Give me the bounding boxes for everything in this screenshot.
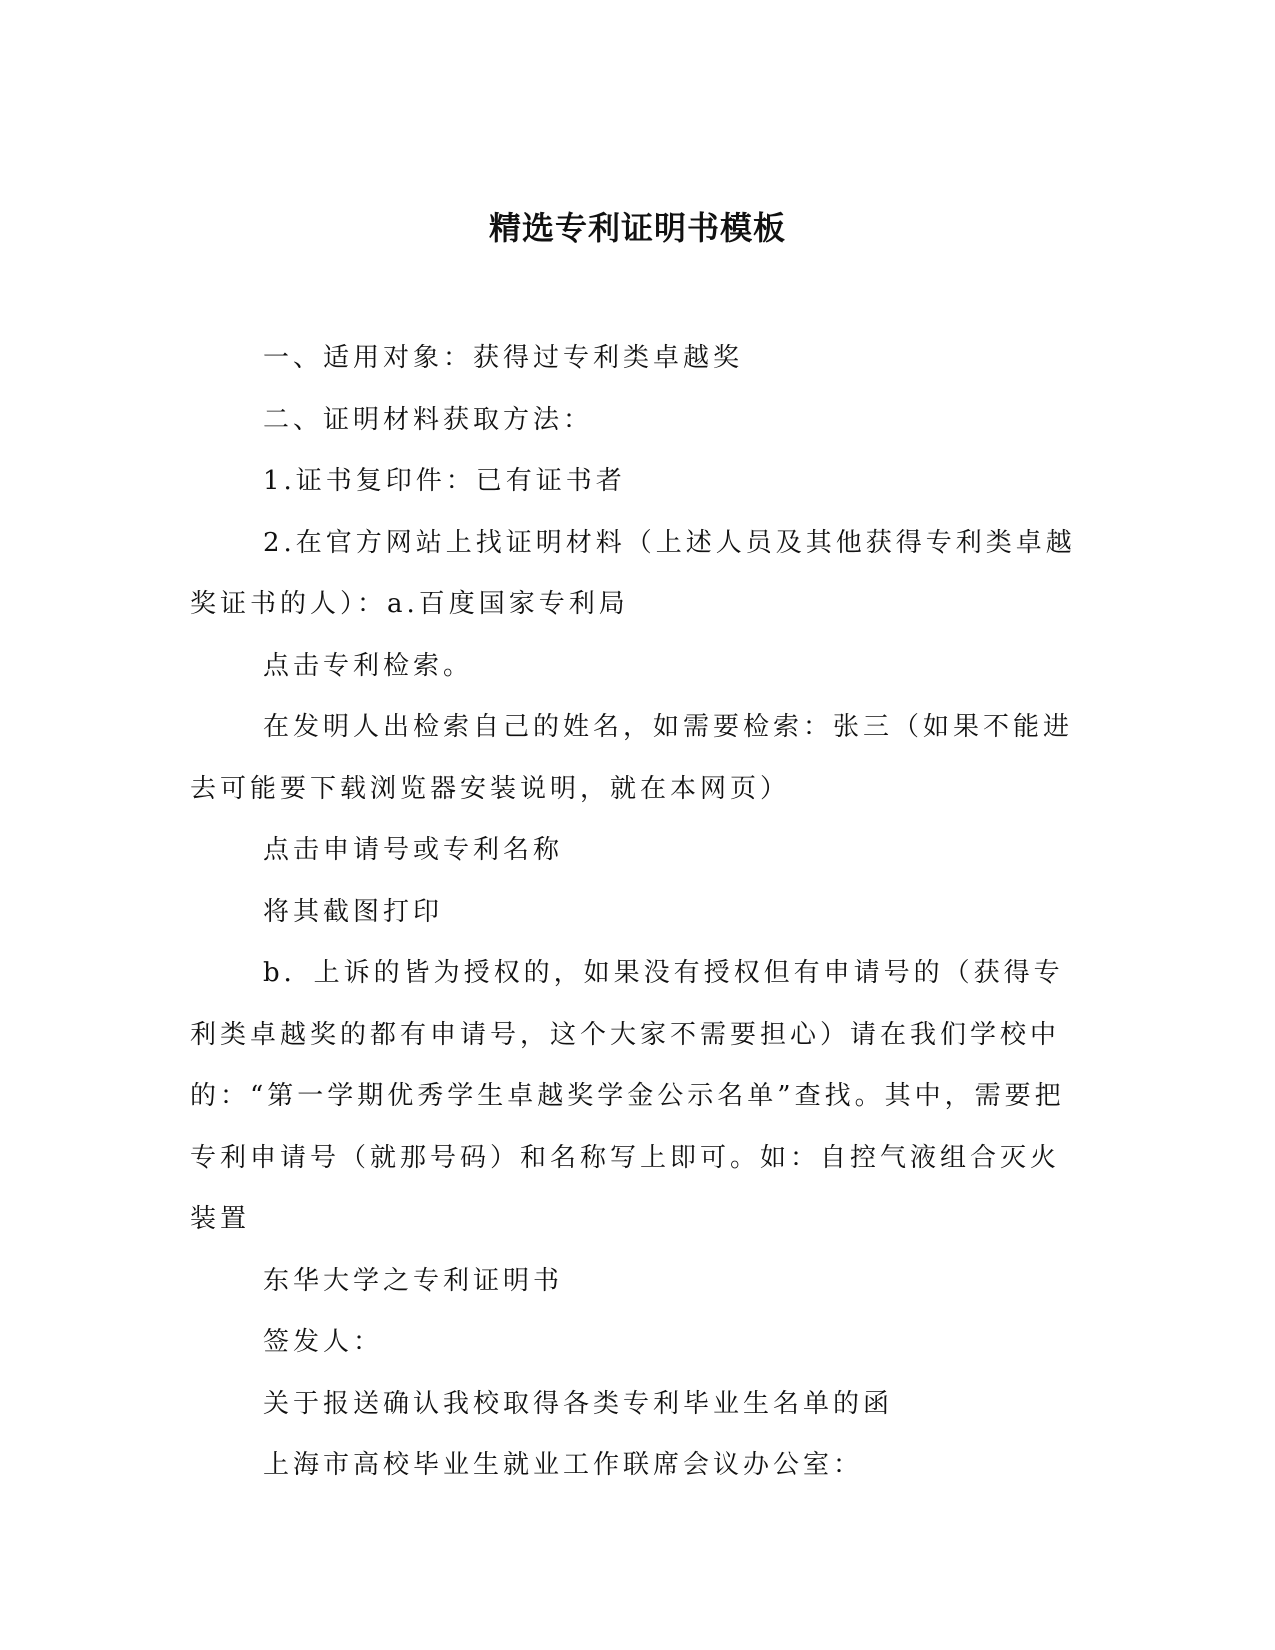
paragraph-official-website: 2.在官方网站上找证明材料（上述人员及其他获得专利类卓越奖证书的人）：a.百度国家专利局 <box>190 527 1076 619</box>
paragraph-recipient: 上海市高校毕业生就业工作联席会议办公室： <box>263 1450 864 1480</box>
paragraph-applicable-target: 一、适用对象：获得过专利类卓越奖 <box>263 343 744 373</box>
paragraph-letter-subject: 关于报送确认我校取得各类专利毕业生名单的函 <box>263 1388 894 1419</box>
document-title: 精选专利证明书模板 <box>488 209 786 247</box>
paragraph-inventor-search: 在发明人出检索自己的姓名，如需要检索：张三（如果不能进去可能要下载浏览器安装说明，就在本网页） <box>190 712 1074 804</box>
paragraph-click-application-number: 点击申请号或专利名称 <box>263 835 564 865</box>
paragraph-not-authorized: b．上诉的皆为授权的，如果没有授权但有申请号的（获得专利类卓越奖的都有申请号，这个大家不需要担心）请在我们学校中的：“第一学期优秀学生卓越奖学金公示名单”查找。其中，需要把专利申请号（就那号码）和名称写上即可。如：自控气液组合灭火装置 <box>190 958 1065 1234</box>
paragraph-screenshot-print: 将其截图打印 <box>263 896 444 927</box>
paragraph-issuer: 签发人： <box>263 1327 384 1357</box>
paragraph-certificate-copy: 1.证书复印件：已有证书者 <box>263 466 626 496</box>
paragraph-click-patent-search: 点击专利检索。 <box>263 650 474 681</box>
paragraph-university-certificate: 东华大学之专利证明书 <box>263 1265 564 1296</box>
document-body <box>190 328 1080 1497</box>
paragraph-methods-heading: 二、证明材料获取方法： <box>263 404 594 435</box>
